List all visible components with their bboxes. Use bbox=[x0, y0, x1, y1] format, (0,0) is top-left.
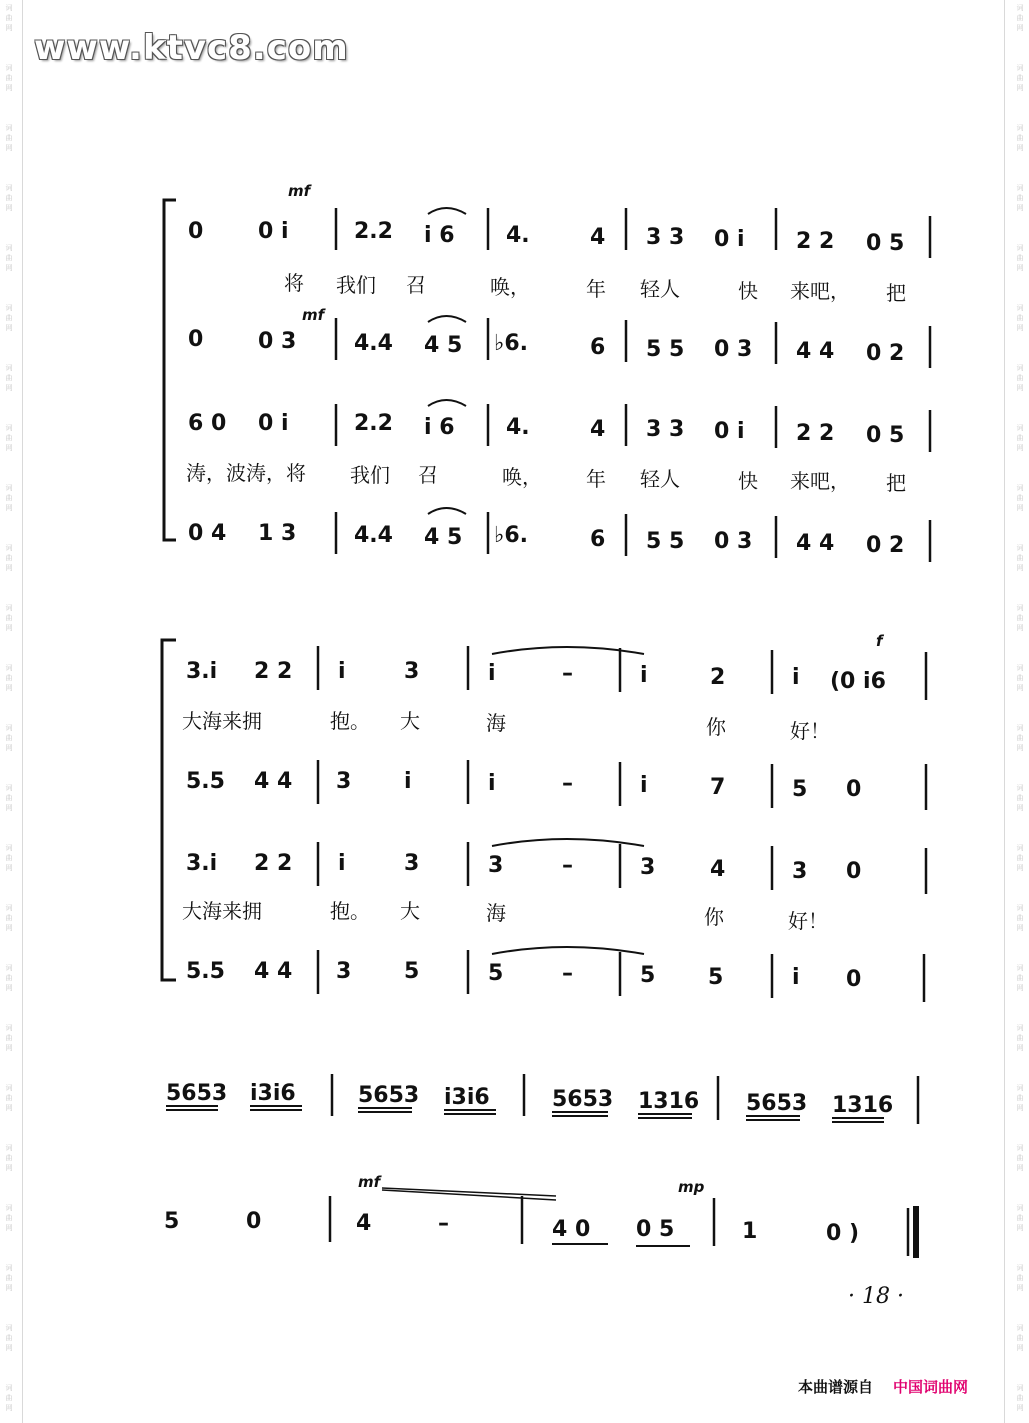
final-barline bbox=[913, 1206, 919, 1258]
side-watermark-char: 网 bbox=[1016, 984, 1024, 992]
s2-lyric1-0: 大海来拥 bbox=[182, 709, 262, 733]
side-watermark-char: 词 bbox=[1016, 364, 1024, 372]
side-watermark-char: 词 bbox=[1016, 1084, 1024, 1092]
s2-l1-n1: 2 2 bbox=[254, 659, 293, 684]
side-watermark-char: 词 bbox=[5, 1024, 13, 1032]
s2-l2-n7: 7 bbox=[710, 775, 726, 800]
s1-lyric1-0: 将 bbox=[284, 271, 304, 295]
side-watermark-char: 曲 bbox=[1016, 434, 1024, 442]
side-watermark-char: 词 bbox=[5, 424, 13, 432]
s1-l1-n8: 2 2 bbox=[796, 229, 835, 254]
side-watermark-char: 词 bbox=[5, 184, 13, 192]
side-watermark-char: 词 bbox=[1016, 1204, 1024, 1212]
dynamic-f: f bbox=[876, 632, 883, 650]
side-watermark-char: 网 bbox=[5, 564, 13, 572]
system1-brace bbox=[164, 200, 176, 540]
side-watermark-char: 网 bbox=[5, 1224, 13, 1232]
s2-lyric2-3: 海 bbox=[486, 901, 506, 925]
side-watermark-char: 曲 bbox=[5, 434, 13, 442]
s1-l4-n9: 0 2 bbox=[866, 533, 905, 558]
s1-l4-n6: 5 5 bbox=[646, 529, 685, 554]
s2-l1-n3: 3 bbox=[404, 659, 420, 684]
s2-lyric1-1: 抱。 bbox=[330, 709, 370, 733]
side-watermark-char: 网 bbox=[1016, 1404, 1024, 1412]
s2-lyric2-5: 好！ bbox=[788, 909, 828, 933]
side-watermark-char: 曲 bbox=[5, 194, 13, 202]
side-watermark-char: 网 bbox=[5, 1404, 13, 1412]
s1-l4-n3: 4 5 bbox=[424, 525, 463, 550]
side-watermark-char: 网 bbox=[5, 684, 13, 692]
side-watermark-char: 曲 bbox=[1016, 1094, 1024, 1102]
side-watermark-char: 曲 bbox=[5, 74, 13, 82]
s3-n1: i3i6 bbox=[250, 1081, 296, 1106]
s2-l3-n4: 3 bbox=[488, 853, 504, 878]
side-watermark-char: 曲 bbox=[1016, 734, 1024, 742]
side-watermark-char: 曲 bbox=[1016, 194, 1024, 202]
side-watermark-char: 网 bbox=[1016, 1104, 1024, 1112]
side-watermark-char: 网 bbox=[5, 204, 13, 212]
side-watermark-char: 网 bbox=[5, 384, 13, 392]
side-watermark-char: 网 bbox=[5, 924, 13, 932]
s1-lyric1-5: 轻人 bbox=[640, 277, 680, 301]
s2-l2-n1: 4 4 bbox=[254, 769, 293, 794]
side-watermark-char: 词 bbox=[1016, 484, 1024, 492]
source-prefix: 本曲谱源自 bbox=[798, 1378, 874, 1396]
s3-n3: i3i6 bbox=[444, 1085, 490, 1110]
side-watermark-char: 网 bbox=[5, 1344, 13, 1352]
side-watermark-char: 网 bbox=[5, 444, 13, 452]
s4-n6: 1 bbox=[742, 1219, 758, 1244]
side-watermark-char: 词 bbox=[5, 604, 13, 612]
s1-l4-n7: 0 3 bbox=[714, 529, 753, 554]
s2-l4-n1: 4 4 bbox=[254, 959, 293, 984]
s1-lyric1-2: 召 bbox=[406, 273, 426, 297]
side-watermark-char: 网 bbox=[5, 24, 13, 32]
s1-l4-n4: ♭6. bbox=[494, 523, 529, 548]
side-watermark-char: 词 bbox=[1016, 724, 1024, 732]
s2-l4-n5: – bbox=[562, 961, 573, 986]
side-watermark-char: 曲 bbox=[5, 314, 13, 322]
s2-l3-n2: i bbox=[338, 851, 346, 876]
s3-n4: 5653 bbox=[552, 1087, 614, 1112]
s3-n5: 1316 bbox=[638, 1089, 700, 1114]
side-watermark-char: 词 bbox=[1016, 64, 1024, 72]
s1-l3-n8: 2 2 bbox=[796, 421, 835, 446]
side-watermark-char: 曲 bbox=[1016, 494, 1024, 502]
side-watermark-char: 词 bbox=[1016, 304, 1024, 312]
side-watermark-char: 网 bbox=[1016, 144, 1024, 152]
s2-l3-n1: 2 2 bbox=[254, 851, 293, 876]
site-watermark: www.ktvc8.com bbox=[34, 28, 349, 68]
s3-n2: 5653 bbox=[358, 1083, 420, 1108]
s2-l1-n5: – bbox=[562, 661, 573, 686]
s1-l2-n5: 6 bbox=[590, 335, 606, 360]
s4-n4: 4 0 bbox=[552, 1217, 591, 1242]
side-watermark-char: 曲 bbox=[1016, 614, 1024, 622]
side-watermark-char: 词 bbox=[5, 844, 13, 852]
s1-l2-n3: 4 5 bbox=[424, 333, 463, 358]
side-watermark-char: 词 bbox=[1016, 244, 1024, 252]
side-watermark-char: 词 bbox=[1016, 784, 1024, 792]
side-watermark-char: 词 bbox=[5, 1084, 13, 1092]
side-watermark-char: 曲 bbox=[1016, 254, 1024, 262]
dynamic-mf-3: mf bbox=[358, 1173, 381, 1191]
side-watermark-char: 曲 bbox=[1016, 854, 1024, 862]
side-watermark-char: 曲 bbox=[5, 794, 13, 802]
s2-lyric1-5: 好！ bbox=[790, 719, 830, 743]
side-watermark-char: 曲 bbox=[5, 134, 13, 142]
side-watermark-char: 曲 bbox=[1016, 14, 1024, 22]
s1-lyric1-4: 年 bbox=[586, 277, 606, 301]
side-watermark-char: 曲 bbox=[1016, 914, 1024, 922]
s1-lyric1-7: 来吧， bbox=[790, 279, 850, 303]
s2-l4-n2: 3 bbox=[336, 959, 352, 984]
side-watermark-char: 词 bbox=[5, 1384, 13, 1392]
side-watermark-char: 曲 bbox=[1016, 1154, 1024, 1162]
side-watermark-char: 网 bbox=[5, 84, 13, 92]
side-watermark-char: 词 bbox=[5, 304, 13, 312]
s1-l1-n9: 0 5 bbox=[866, 231, 905, 256]
side-watermark-char: 词 bbox=[5, 544, 13, 552]
s1-l3-n3: i 6 bbox=[424, 415, 455, 440]
side-watermark-char: 曲 bbox=[1016, 314, 1024, 322]
s2-l2-n0: 5.5 bbox=[186, 769, 225, 794]
side-watermark-char: 网 bbox=[5, 1164, 13, 1172]
side-watermark-char: 网 bbox=[1016, 1164, 1024, 1172]
side-watermark-char: 网 bbox=[1016, 384, 1024, 392]
s4-n7: 0 ) bbox=[826, 1221, 860, 1246]
side-watermark-char: 词 bbox=[5, 1144, 13, 1152]
side-watermark-char: 词 bbox=[1016, 1324, 1024, 1332]
s2-l4-n0: 5.5 bbox=[186, 959, 225, 984]
system2-brace bbox=[162, 640, 176, 980]
side-watermark-char: 词 bbox=[5, 964, 13, 972]
s2-l1-n2: i bbox=[338, 659, 346, 684]
s2-l3-n7: 4 bbox=[710, 857, 726, 882]
s1-l4-n1: 1 3 bbox=[258, 521, 297, 546]
side-watermark-char: 词 bbox=[5, 904, 13, 912]
side-watermark-char: 曲 bbox=[5, 734, 13, 742]
side-watermark-char: 词 bbox=[1016, 1024, 1024, 1032]
s2-l4-n4: 5 bbox=[488, 961, 504, 986]
dynamic-mf-2: mf bbox=[302, 306, 325, 324]
side-watermark-char: 词 bbox=[5, 4, 13, 12]
side-watermark-char: 网 bbox=[1016, 1284, 1024, 1292]
s2-l2-n3: i bbox=[404, 769, 412, 794]
s2-lyric1-3: 海 bbox=[486, 711, 506, 735]
side-watermark-char: 网 bbox=[5, 144, 13, 152]
s1-l3-n7: 0 i bbox=[714, 419, 745, 444]
side-watermark-char: 词 bbox=[1016, 1384, 1024, 1392]
s1-l2-n4: ♭6. bbox=[494, 331, 529, 356]
s1-lyric2-2: 召 bbox=[418, 463, 438, 487]
s1-l4-n2: 4.4 bbox=[354, 523, 393, 548]
side-watermark-char: 曲 bbox=[5, 674, 13, 682]
dynamic-mf-1: mf bbox=[288, 182, 311, 200]
s2-l2-n2: 3 bbox=[336, 769, 352, 794]
side-watermark-char: 曲 bbox=[5, 854, 13, 862]
s1-l2-n9: 0 2 bbox=[866, 341, 905, 366]
side-watermark-char: 曲 bbox=[1016, 1274, 1024, 1282]
s1-lyric1-8: 把 bbox=[886, 281, 906, 305]
s1-l2-n7: 0 3 bbox=[714, 337, 753, 362]
s1-lyric2-6: 快 bbox=[738, 469, 758, 493]
side-watermark-char: 词 bbox=[5, 484, 13, 492]
side-watermark-char: 曲 bbox=[1016, 974, 1024, 982]
side-watermark-char: 词 bbox=[5, 244, 13, 252]
s2-l2-n4: i bbox=[488, 771, 496, 796]
s2-l4-n6: 5 bbox=[640, 963, 656, 988]
s1-lyric2-3: 唤， bbox=[502, 465, 542, 489]
side-watermark-char: 词 bbox=[1016, 1264, 1024, 1272]
side-watermark-char: 曲 bbox=[1016, 1394, 1024, 1402]
s2-l4-n9: 0 bbox=[846, 967, 862, 992]
side-watermark-char: 曲 bbox=[5, 254, 13, 262]
side-watermark-char: 网 bbox=[5, 864, 13, 872]
s2-l1-n0: 3.i bbox=[186, 659, 218, 684]
side-watermark-char: 词 bbox=[1016, 1144, 1024, 1152]
side-watermark-char: 曲 bbox=[5, 1094, 13, 1102]
side-watermark-char: 网 bbox=[1016, 744, 1024, 752]
s1-l4-n0: 0 4 bbox=[188, 521, 227, 546]
side-watermark-char: 曲 bbox=[5, 14, 13, 22]
s2-l2-n9: 0 bbox=[846, 777, 862, 802]
s2-l4-n7: 5 bbox=[708, 965, 724, 990]
dynamic-mp: mp bbox=[678, 1178, 705, 1196]
side-watermark-char: 词 bbox=[5, 1324, 13, 1332]
side-watermark-char: 网 bbox=[1016, 1344, 1024, 1352]
s2-l1-n9: (0 i6 bbox=[830, 669, 886, 694]
s1-l2-n0: 0 bbox=[188, 327, 204, 352]
s2-lyric1-4: 你 bbox=[706, 715, 726, 739]
side-watermark-char: 网 bbox=[1016, 624, 1024, 632]
s1-l1-n7: 0 i bbox=[714, 227, 745, 252]
s1-l4-n8: 4 4 bbox=[796, 531, 835, 556]
s2-l3-n9: 0 bbox=[846, 859, 862, 884]
s1-lyric1-6: 快 bbox=[738, 279, 758, 303]
side-watermark-char: 曲 bbox=[5, 494, 13, 502]
side-watermark-char: 网 bbox=[5, 984, 13, 992]
s1-l1-n1: 0 i bbox=[258, 219, 289, 244]
side-watermark-char: 曲 bbox=[5, 374, 13, 382]
side-watermark-char: 词 bbox=[1016, 904, 1024, 912]
s3-n7: 1316 bbox=[832, 1093, 894, 1118]
side-watermark-char: 网 bbox=[5, 504, 13, 512]
side-watermark-char: 网 bbox=[1016, 204, 1024, 212]
side-watermark-char: 曲 bbox=[5, 1394, 13, 1402]
s2-l4-n3: 5 bbox=[404, 959, 420, 984]
source-credit bbox=[798, 1376, 968, 1397]
s2-l1-n4: i bbox=[488, 661, 496, 686]
side-watermark-char: 网 bbox=[5, 1104, 13, 1112]
side-watermark-char: 网 bbox=[5, 624, 13, 632]
s1-l3-n9: 0 5 bbox=[866, 423, 905, 448]
s4-n1: 0 bbox=[246, 1209, 262, 1234]
s3-n0: 5653 bbox=[166, 1081, 228, 1106]
side-watermark-char: 网 bbox=[5, 804, 13, 812]
side-watermark-char: 曲 bbox=[1016, 794, 1024, 802]
s1-l1-n4: 4. bbox=[506, 223, 530, 248]
side-watermark-char: 曲 bbox=[5, 614, 13, 622]
side-watermark-char: 曲 bbox=[5, 1334, 13, 1342]
side-watermark-char: 词 bbox=[1016, 544, 1024, 552]
s2-lyric2-2: 大 bbox=[400, 899, 420, 923]
side-watermark-char: 词 bbox=[5, 1204, 13, 1212]
s2-l2-n8: 5 bbox=[792, 777, 808, 802]
side-watermark-char: 词 bbox=[1016, 184, 1024, 192]
side-watermark-char: 曲 bbox=[5, 554, 13, 562]
s1-l3-n2: 2.2 bbox=[354, 411, 393, 436]
s2-l2-n6: i bbox=[640, 773, 648, 798]
side-watermark-char: 词 bbox=[5, 784, 13, 792]
side-watermark-char: 曲 bbox=[5, 1214, 13, 1222]
side-watermark-char: 曲 bbox=[5, 1154, 13, 1162]
side-watermark-char: 网 bbox=[5, 264, 13, 272]
s4-n0: 5 bbox=[164, 1209, 180, 1234]
s1-l2-n8: 4 4 bbox=[796, 339, 835, 364]
side-watermark-char: 词 bbox=[1016, 664, 1024, 672]
s1-l2-n6: 5 5 bbox=[646, 337, 685, 362]
side-watermark-char: 曲 bbox=[1016, 1034, 1024, 1042]
side-watermark-char: 曲 bbox=[1016, 674, 1024, 682]
side-watermark-char: 词 bbox=[5, 664, 13, 672]
s4-n5: 0 5 bbox=[636, 1217, 675, 1242]
side-watermark-char: 词 bbox=[5, 124, 13, 132]
side-watermark-char: 网 bbox=[1016, 324, 1024, 332]
s1-l1-n0: 0 bbox=[188, 219, 204, 244]
side-watermark-char: 曲 bbox=[1016, 554, 1024, 562]
s2-l1-n8: i bbox=[792, 665, 800, 690]
side-watermark-char: 曲 bbox=[5, 1034, 13, 1042]
side-watermark-char: 网 bbox=[1016, 564, 1024, 572]
side-watermark-char: 网 bbox=[1016, 1044, 1024, 1052]
side-watermark-char: 网 bbox=[1016, 84, 1024, 92]
s1-l2-n1: 0 3 bbox=[258, 329, 297, 354]
s4-n2: 4 bbox=[356, 1211, 372, 1236]
side-watermark-char: 词 bbox=[1016, 964, 1024, 972]
side-watermark-char: 词 bbox=[5, 364, 13, 372]
s1-lyric2-5: 轻人 bbox=[640, 467, 680, 491]
s2-l1-n7: 2 bbox=[710, 665, 726, 690]
s1-lyric1-3: 唤， bbox=[490, 275, 530, 299]
s2-l3-n3: 3 bbox=[404, 851, 420, 876]
side-watermark-char: 曲 bbox=[1016, 134, 1024, 142]
s2-l3-n5: – bbox=[562, 853, 573, 878]
side-watermark-char: 词 bbox=[1016, 844, 1024, 852]
side-watermark-char: 网 bbox=[1016, 504, 1024, 512]
side-watermark-char: 网 bbox=[1016, 264, 1024, 272]
side-watermark-char: 曲 bbox=[1016, 74, 1024, 82]
s2-l3-n8: 3 bbox=[792, 859, 808, 884]
s1-l3-n5: 4 bbox=[590, 417, 606, 442]
s2-l3-n6: 3 bbox=[640, 855, 656, 880]
s2-l3-n0: 3.i bbox=[186, 851, 218, 876]
side-watermark-char: 网 bbox=[1016, 444, 1024, 452]
side-watermark-char: 词 bbox=[1016, 4, 1024, 12]
side-watermark-char: 词 bbox=[1016, 124, 1024, 132]
side-watermark-char: 网 bbox=[1016, 924, 1024, 932]
side-watermark-char: 曲 bbox=[5, 914, 13, 922]
side-watermark-char: 曲 bbox=[5, 1274, 13, 1282]
s2-lyric2-0: 大海来拥 bbox=[182, 899, 262, 923]
side-watermark-char: 曲 bbox=[1016, 374, 1024, 382]
side-watermark-char: 曲 bbox=[1016, 1214, 1024, 1222]
s1-lyric1-1: 我们 bbox=[336, 273, 376, 297]
s1-l3-n0: 6 0 bbox=[188, 411, 227, 436]
side-watermark-char: 词 bbox=[5, 64, 13, 72]
s1-lyric2-7: 来吧， bbox=[790, 469, 850, 493]
side-watermark-char: 网 bbox=[1016, 684, 1024, 692]
s1-lyric2-0: 涛，波涛，将 bbox=[186, 461, 306, 485]
s2-lyric1-2: 大 bbox=[400, 709, 420, 733]
side-watermark-char: 词 bbox=[5, 1264, 13, 1272]
s1-l3-n4: 4. bbox=[506, 415, 530, 440]
side-watermark-char: 词 bbox=[1016, 424, 1024, 432]
side-watermark-char: 词 bbox=[1016, 604, 1024, 612]
side-watermark-char: 网 bbox=[1016, 804, 1024, 812]
source-site-link[interactable]: 中国词曲网 bbox=[893, 1378, 969, 1396]
s1-lyric2-1: 我们 bbox=[350, 463, 390, 487]
s1-l3-n1: 0 i bbox=[258, 411, 289, 436]
side-watermark-char: 网 bbox=[5, 744, 13, 752]
side-watermark-char: 网 bbox=[5, 1284, 13, 1292]
s1-lyric2-4: 年 bbox=[586, 467, 606, 491]
s2-l2-n5: – bbox=[562, 771, 573, 796]
side-watermark-char: 网 bbox=[5, 324, 13, 332]
s1-l2-n2: 4.4 bbox=[354, 331, 393, 356]
s1-l1-n5: 4 bbox=[590, 225, 606, 250]
s1-lyric2-8: 把 bbox=[886, 471, 906, 495]
side-watermark-char: 网 bbox=[1016, 24, 1024, 32]
side-watermark-char: 网 bbox=[1016, 864, 1024, 872]
side-watermark-char: 曲 bbox=[1016, 1334, 1024, 1342]
s1-l1-n3: i 6 bbox=[424, 223, 455, 248]
side-watermark-char: 网 bbox=[5, 1044, 13, 1052]
page-number: · 18 · bbox=[848, 1284, 904, 1309]
s1-l1-n2: 2.2 bbox=[354, 219, 393, 244]
s2-l1-n6: i bbox=[640, 663, 648, 688]
side-watermark-char: 词 bbox=[5, 724, 13, 732]
s2-l4-n8: i bbox=[792, 965, 800, 990]
s1-l4-n5: 6 bbox=[590, 527, 606, 552]
s1-l1-n6: 3 3 bbox=[646, 225, 685, 250]
s4-n3: – bbox=[438, 1211, 449, 1236]
s2-lyric2-1: 抱。 bbox=[330, 899, 370, 923]
s3-n6: 5653 bbox=[746, 1091, 808, 1116]
side-watermark-char: 曲 bbox=[5, 974, 13, 982]
s2-lyric2-4: 你 bbox=[704, 905, 724, 929]
s1-l3-n6: 3 3 bbox=[646, 417, 685, 442]
side-watermark-char: 网 bbox=[1016, 1224, 1024, 1232]
